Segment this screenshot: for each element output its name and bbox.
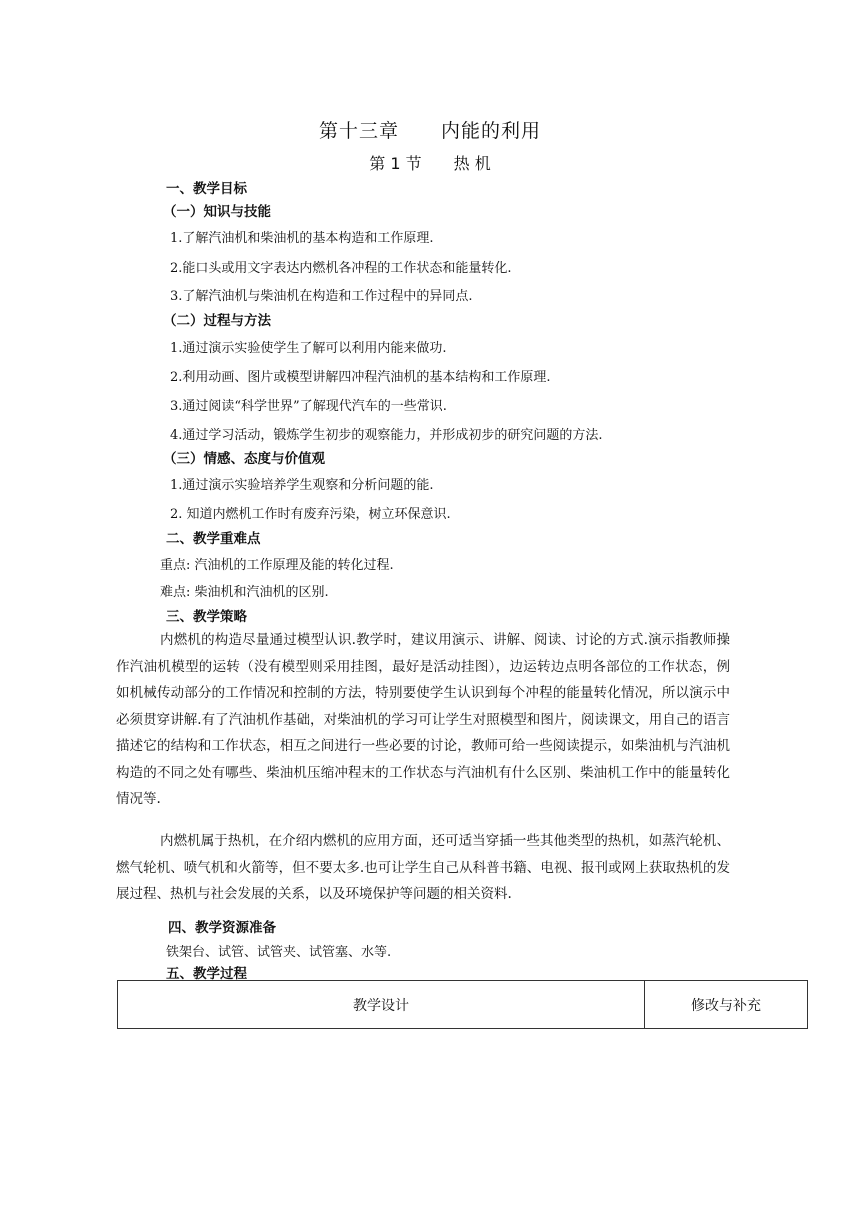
list-item: 2.利用动画、图片或模型讲解四冲程汽油机的基本结构和工作原理. bbox=[170, 370, 551, 385]
list-item: 1.通过演示实验使学生了解可以利用内能来做功. bbox=[170, 341, 447, 356]
key-point: 重点: 汽油机的工作原理及能的转化过程. bbox=[160, 558, 394, 573]
teaching-process-table bbox=[117, 980, 808, 1029]
list-item: 3.了解汽油机与柴油机在构造和工作过程中的异同点. bbox=[170, 289, 473, 304]
heading-key-difficult-points: 二、教学重难点 bbox=[166, 531, 261, 547]
list-item: 2. 知道内燃机工作时有废弃污染，树立环保意识. bbox=[170, 507, 451, 522]
strategy-paragraph-1: 内燃机的构造尽量通过模型认识.教学时，建议用演示、讲解、阅读、讨论的方式.演示指教师操作汽油机模型的运转（没有模型则采用挂图，最好是活动挂图），边运转边点明各部位的工作状态，例如机械传动部分的工作情况和控制的方法，特别要使学生认识到每个冲程的能量转化情况，所以演示中必须贯穿讲解.有了汽油机作基础，对柴油机的学习可让学生对照模型和图片，阅读课文，用自己的语言描述它的结构和工作状态，相互之间进行一些必要的讨论，教师可给一些阅读提示，如柴油机与汽油机构造的不同之处有哪些、柴油机压缩冲程末的工作状态与汽油机有什么区别、柴油机工作中的能量转化情况等. bbox=[116, 632, 730, 807]
subheading-knowledge-skills: （一）知识与技能 bbox=[163, 204, 271, 220]
chapter-title bbox=[0, 116, 860, 143]
strategy-paragraph-2: 内燃机属于热机，在介绍内燃机的应用方面，还可适当穿插一些其他类型的热机，如蒸汽轮机、燃气轮机、喷气机和火箭等，但不要太多.也可让学生自己从科普书籍、电视、报刊或网上获取热机的发展过程、热机与社会发展的关系，以及环境保护等问题的相关资料. bbox=[116, 833, 730, 902]
heading-teaching-process: 五、教学过程 bbox=[166, 966, 247, 982]
list-item: 1.了解汽油机和柴油机的基本构造和工作原理. bbox=[170, 231, 434, 246]
list-item: 2.能口头或用文字表达内燃机各冲程的工作状态和能量转化. bbox=[170, 261, 512, 276]
difficult-point: 难点: 柴油机和汽油机的区别. bbox=[160, 585, 329, 600]
table-header-design: 教学设计 bbox=[118, 981, 645, 1028]
section-name: 热 机 bbox=[453, 154, 491, 173]
heading-teaching-resources: 四、教学资源准备 bbox=[168, 920, 276, 936]
heading-teaching-strategy: 三、教学策略 bbox=[166, 609, 247, 625]
heading-teaching-goals: 一、教学目标 bbox=[166, 181, 247, 197]
subheading-attitudes-values: （三）情感、态度与价值观 bbox=[163, 451, 325, 467]
chapter-number: 第十三章 bbox=[318, 120, 399, 142]
section-number: 第 1 节 bbox=[369, 154, 422, 173]
resource-list: 铁架台、试管、试管夹、试管塞、水等. bbox=[166, 945, 392, 960]
chapter-name: 内能的利用 bbox=[441, 120, 542, 142]
section-title bbox=[0, 151, 860, 174]
table-header-revisions: 修改与补充 bbox=[691, 997, 761, 1014]
list-item: 4.通过学习活动，锻炼学生初步的观察能力，并形成初步的研究问题的方法. bbox=[170, 428, 603, 443]
list-item: 1.通过演示实验培养学生观察和分析问题的能. bbox=[170, 478, 434, 493]
list-item: 3.通过阅读“科学世界”了解现代汽车的一些常识. bbox=[170, 399, 447, 414]
subheading-process-methods: （二）过程与方法 bbox=[163, 313, 271, 329]
